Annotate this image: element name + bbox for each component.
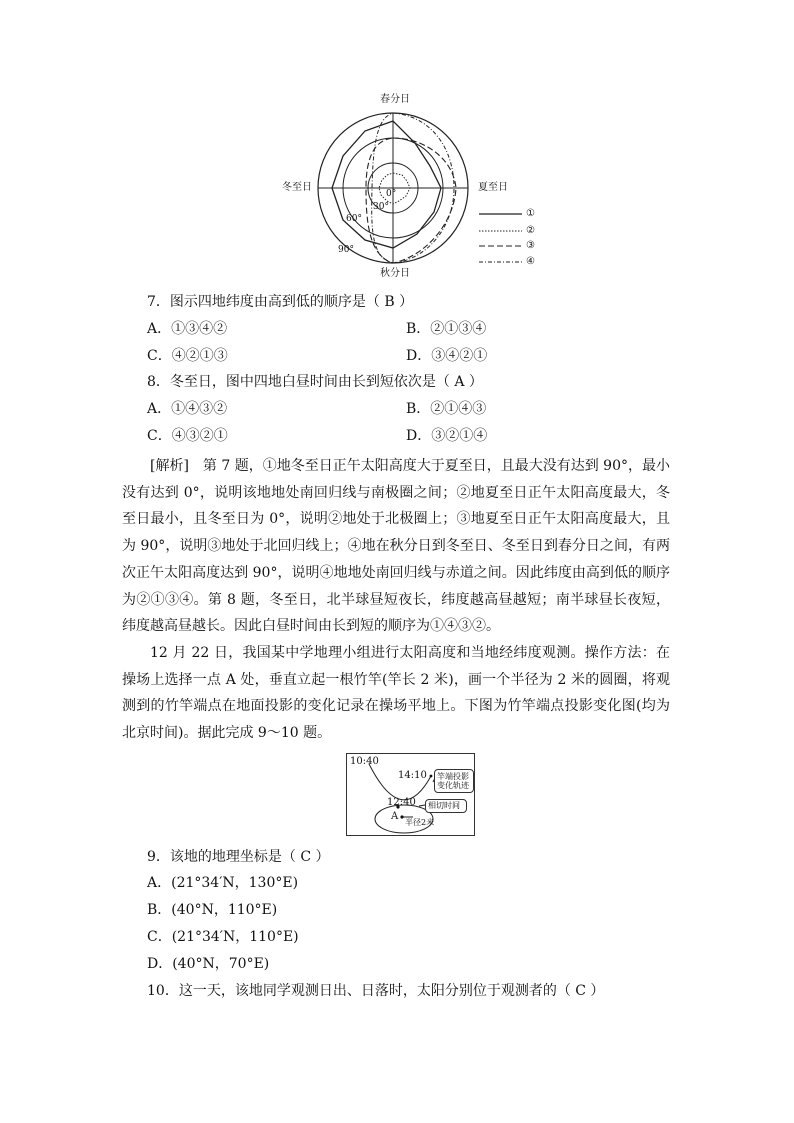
label-spring-equinox: 春分日 [380, 94, 410, 105]
label-0deg: 0° [386, 189, 397, 199]
q9-option-b: B．(40°N，110°E) [147, 902, 278, 918]
track-label-box [434, 769, 474, 793]
question-10: 10．这一天，该地同学观测日出、日落时，太阳分别位于观测者的（ C ） [147, 983, 605, 999]
q8-option-a: A．①④③② [147, 401, 228, 417]
point-a [400, 815, 403, 818]
time-1040: 10:40 [350, 756, 379, 767]
question-8: 8．冬至日，图中四地白昼时间由长到短依次是（ A ） [147, 374, 483, 390]
time-1410: 14:10 [398, 770, 427, 781]
legend-label-1: ① [526, 208, 535, 219]
q8-option-d: D．③②①④ [406, 428, 488, 444]
q8-option-c: C．④③②① [147, 428, 228, 444]
label-autumn-equinox: 秋分日 [380, 268, 410, 279]
q7-option-b: B．②①③④ [406, 321, 487, 337]
label-90deg: 90° [338, 245, 354, 255]
q7-option-c: C．④②①③ [147, 348, 228, 364]
point-1410 [430, 775, 433, 778]
q8-option-b: B．②①④③ [406, 401, 487, 417]
label-60deg: 60° [346, 214, 362, 224]
legend-label-4: ④ [526, 256, 535, 267]
label-30deg: 30° [373, 202, 389, 212]
shadow-track-diagram [346, 753, 475, 836]
label-summer-solstice: 夏至日 [478, 182, 508, 193]
sun-altitude-diagram [276, 88, 546, 288]
q9-option-a: A．(21°34′N，130°E) [147, 875, 299, 891]
analysis-paragraph: [解析] 第 7 题，①地冬至日正午太阳高度大于夏至日，且最大没有达到 90°，最小没有达到 0°，说明该地地处南回归线与南极圈之间；②地夏至日正午太阳高度最大，冬至日最小，且冬至日为 0°，说明②地处于北极圈上；③地夏至日正午太阳高度最大，且为 90°，说明③地处于北回归线上；④地在秋分日到冬至日、冬至日到春分日之间，有两次正午太阳高度达到 90°，说明④地地处南回归线与赤道之间。因此纬度由高到低的顺序为②①③④。第 8 题，冬至日，北半球昼短夜长，纬度越高昼越短；南半球昼长夜短，纬度越高昼越长。因此白昼时间由长到短的顺序为①④③②。 [122, 458, 670, 635]
question-9: 9．该地的地理坐标是（ C ） [147, 849, 330, 865]
label-winter-solstice: 冬至日 [282, 182, 312, 193]
q9-option-c: C．(21°34′N，110°E) [147, 929, 299, 945]
time-1240: 12:40 [387, 797, 416, 808]
curve-1-solid [332, 121, 441, 248]
tangent-label: 相切时间 [428, 801, 460, 810]
track-label-line2: 变化轨迹 [437, 781, 469, 790]
q7-option-d: D．③④②① [406, 348, 488, 364]
tangent-label-box [425, 799, 467, 813]
q9-option-d: D．(40°N，70°E) [147, 956, 270, 972]
track-label-line1: 竿端投影 [437, 772, 469, 781]
label-point-a: A [391, 811, 399, 822]
question-7: 7．图示四地纬度由高到低的顺序是（ B ） [147, 294, 414, 310]
legend-label-3: ③ [526, 240, 535, 251]
legend-label-2: ② [526, 225, 535, 236]
q7-option-a: A．①③④② [147, 321, 228, 337]
radius-label: 半径2米 [405, 818, 435, 827]
intro-paragraph: 12 月 22 日，我国某中学地理小组进行太阳高度和当地经纬度观测。操作方法：在操场上选择一点 A 处，垂直立起一根竹竿(竿长 2 米)，画一个半径为 2 米的圆圈，将观测到的竹竿端点在地面投影的变化记录在操场平地上。下图为竹竿端点投影变化图(均为北京时间)。据此完成 9～10 题。 [122, 645, 670, 742]
